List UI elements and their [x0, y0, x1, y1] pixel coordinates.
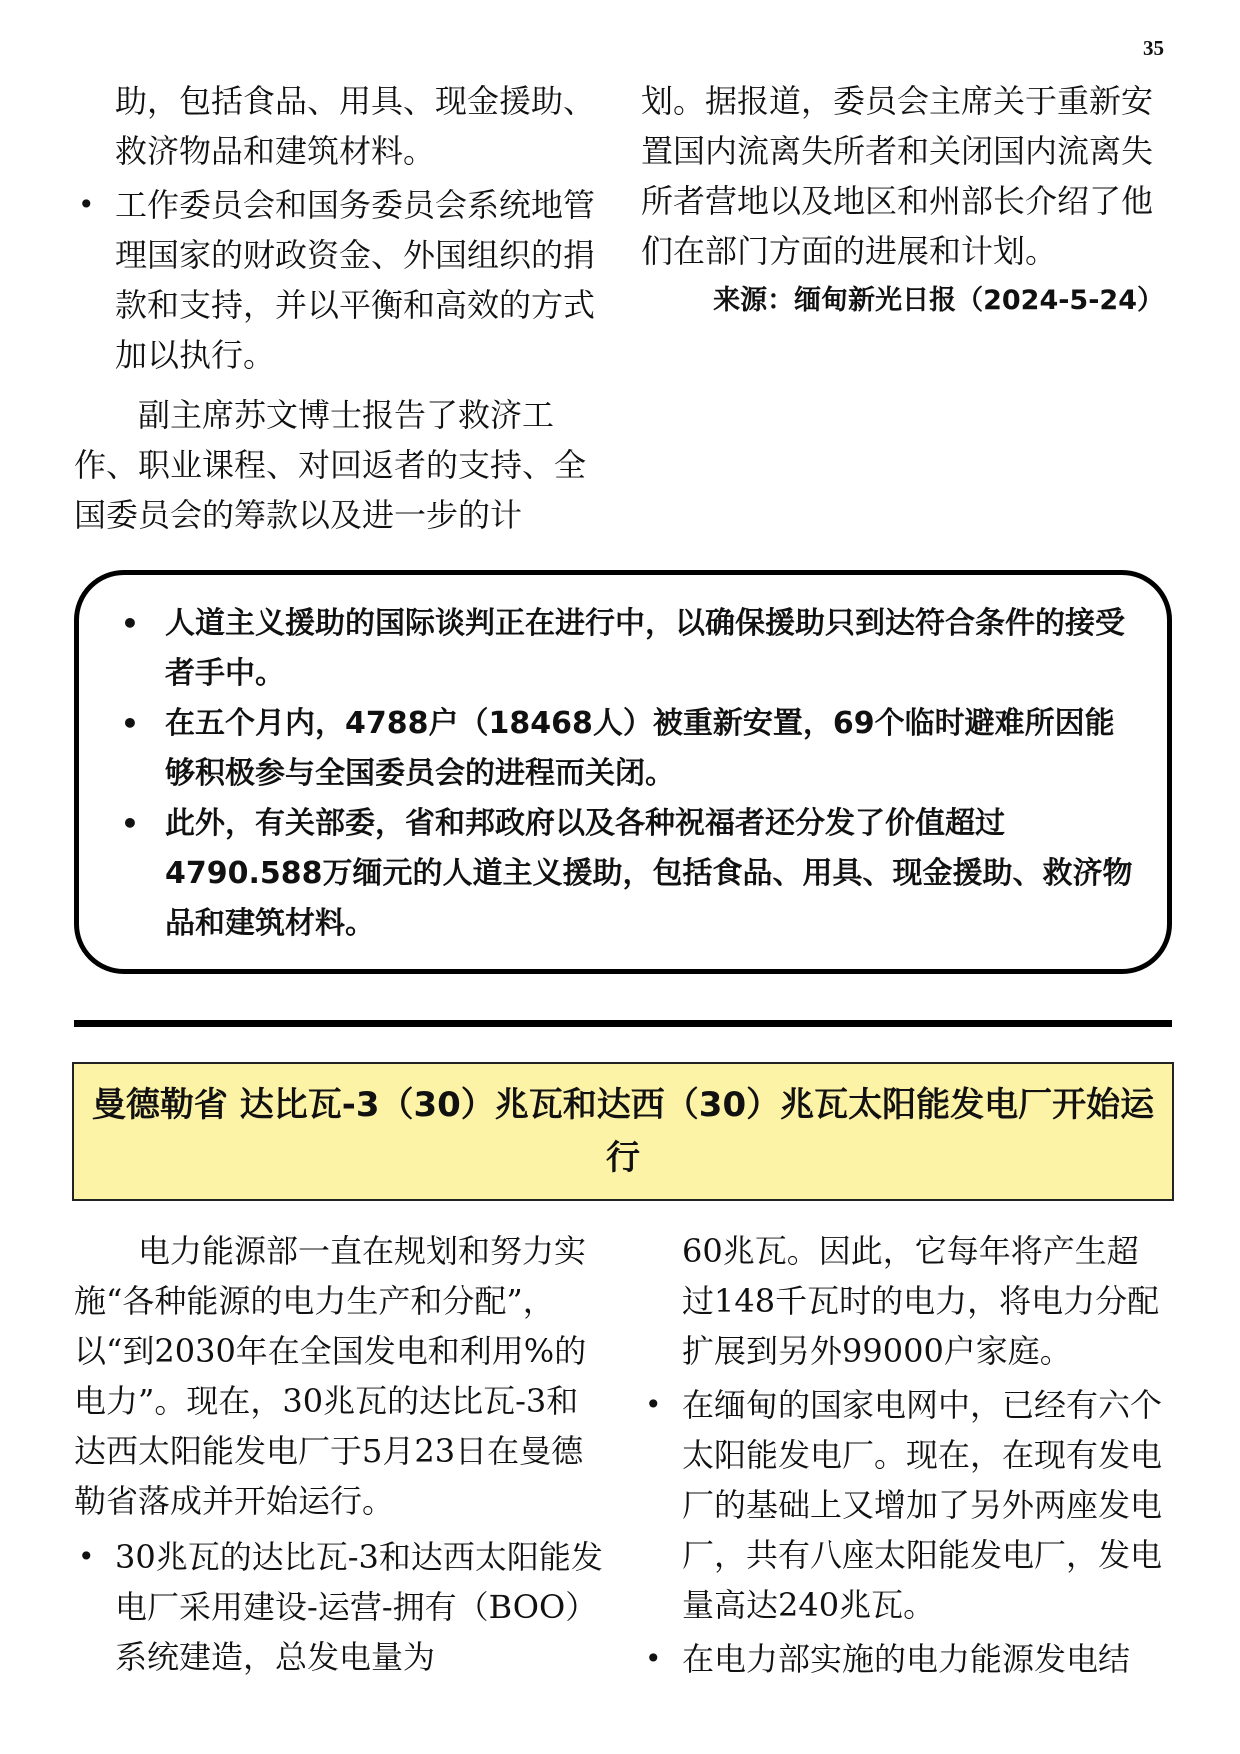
paragraph: 电力能源部一直在规划和努力实施“各种能源的电力生产和分配”，以“到2030年在全国发电和利用%的电力”。现在，30兆瓦的达比瓦-3和达西太阳能发电厂于5月23日在曼德勒省落成并开始运行。: [74, 1232, 587, 1520]
bullet-icon: •: [121, 707, 139, 740]
bullet-icon: •: [645, 1642, 662, 1675]
bullet-icon: •: [78, 188, 95, 221]
bullet-icon: •: [78, 1540, 95, 1573]
paragraph: 划。据报道，委员会主席关于重新安置国内流离失所者和关闭国内流离失所者营地以及地区和州部长介绍了他们在部门方面的进展和计划。: [641, 82, 1154, 270]
article-headline-box: [72, 1062, 1174, 1201]
continued-text: 助，包括食品、用具、现金援助、救济物品和建筑材料。: [115, 82, 596, 170]
bullet-text: 工作委员会和国务委员会系统地管理国家的财政资金、外国组织的捐款和支持，并以平衡和高效的方式加以执行。: [115, 186, 596, 374]
list-item: [115, 599, 1143, 699]
list-item: [74, 180, 606, 380]
top-left-column: [74, 76, 606, 540]
bullet-text: 此外，有关部委，省和邦政府以及各种祝福者还分发了价值超过4790.588万缅元的人道主义援助，包括食品、用具、现金援助、救济物品和建筑材料。: [165, 806, 1133, 941]
bullet-icon: •: [121, 807, 139, 840]
article-headline: 曼德勒省 达比瓦-3（30）兆瓦和达西（30）兆瓦太阳能发电厂开始运行: [91, 1084, 1155, 1178]
bullet-icon: •: [645, 1388, 662, 1421]
list-item: [641, 1380, 1164, 1630]
list-item: [641, 1634, 1164, 1684]
section-divider: [74, 1020, 1172, 1027]
list-item: [115, 799, 1143, 949]
bullet-icon: •: [121, 607, 139, 640]
continued-text: 60兆瓦。因此，它每年将产生超过148千瓦时的电力，将电力分配扩展到另外99000户家庭。: [682, 1232, 1160, 1370]
page-number: 35: [1143, 36, 1164, 60]
article-left-column: [74, 1226, 606, 1682]
list-item: [74, 1532, 606, 1682]
list-item: [115, 699, 1143, 799]
bullet-text: 在电力部实施的电力能源发电结: [682, 1640, 1131, 1678]
bullet-text: 在五个月内，4788户（18468人）被重新安置，69个临时避难所因能够积极参与全国委员会的进程而关闭。: [165, 706, 1115, 791]
bullet-text: 人道主义援助的国际谈判正在进行中，以确保援助只到达符合条件的接受者手中。: [165, 606, 1125, 691]
top-right-column: [641, 76, 1164, 326]
source-credit: 来源：缅甸新光日报（2024-5-24）: [713, 285, 1164, 316]
summary-box: [74, 570, 1172, 974]
article-right-column: [641, 1226, 1164, 1684]
bullet-text: 在缅甸的国家电网中，已经有六个太阳能发电厂。现在，在现有发电厂的基础上又增加了另外两座发电厂，共有八座太阳能发电厂，发电量高达240兆瓦。: [682, 1386, 1163, 1624]
bullet-text: 30兆瓦的达比瓦-3和达西太阳能发电厂采用建设-运营-拥有（BOO）系统建造，总发电量为: [115, 1538, 603, 1676]
paragraph: 副主席苏文博士报告了救济工作、职业课程、对回返者的支持、全国委员会的筹款以及进一步的计: [74, 396, 587, 534]
